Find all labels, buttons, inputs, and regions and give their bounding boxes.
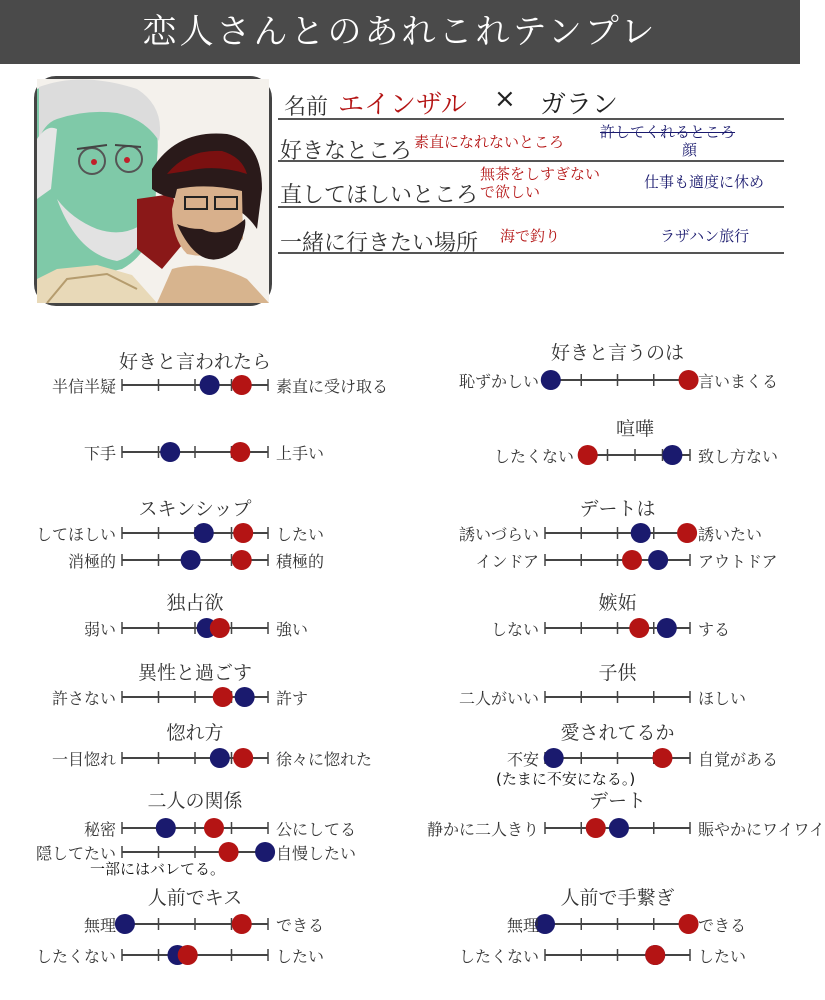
scale-right-label: したい [276,947,325,966]
scale-title: デートは [579,498,656,520]
place-navy-answer: ラザハン旅行 [660,227,750,245]
navy-marker [662,445,682,465]
scale-title: デート [588,790,647,812]
scale-left-label: 誘いづらい [458,525,539,544]
navy-marker [200,375,220,395]
scale-16 [545,691,690,703]
red-marker [679,914,699,934]
red-marker [232,550,252,570]
scale-20 [545,945,690,965]
scale-1 [122,442,268,462]
scale-title: 子供 [598,662,637,684]
navy-marker [544,748,564,768]
scale-10 [122,945,268,965]
scale-left-label: 消極的 [67,552,116,571]
scale-left-label: 不安 [506,750,539,769]
red-marker [629,618,649,638]
scale-left-label: 静かに二人きり [426,820,539,839]
fix-navy-answer: 仕事も適度に休め [644,173,765,191]
scale-right-label: できる [698,916,747,935]
scale-title: 好きと言われたら [118,351,272,373]
scale-14 [545,550,690,570]
scale-9 [115,914,268,934]
scale-right-label: 強い [276,620,309,639]
scale-right-label: 積極的 [276,552,325,571]
scale-title: 人前で手繋ぎ [560,887,675,909]
scale-right-label: 致し方ない [698,447,779,466]
red-marker [233,748,253,768]
red-marker [652,748,672,768]
scale-left-label: 無理 [83,916,116,935]
scale-title: 異性と過ごす [137,662,253,684]
note-relationship: 一部にはバレてる。 [90,860,226,878]
scale-title: 惚れ方 [166,722,224,744]
red-marker [210,618,230,638]
red-marker [622,550,642,570]
scale-18 [545,818,690,838]
scale-left-label: したくない [35,947,116,966]
navy-marker [115,914,135,934]
navy-marker [609,818,629,838]
scale-right-label: 賑やかにワイワイ [698,820,825,839]
scale-left-label: 半信半疑 [51,377,116,396]
navy-marker [235,687,255,707]
scale-6 [122,748,268,768]
scale-13 [545,523,697,543]
scale-right-label: 徐々に惚れた [276,750,373,769]
scale-right-label: したい [276,525,325,544]
scale-12 [578,445,690,465]
red-marker [178,945,198,965]
scale-left-label: 秘密 [83,820,116,839]
scale-right-label: 言いまくる [698,372,779,391]
scale-7 [122,818,268,838]
scale-left-label: しない [490,620,539,639]
fix-red-answer-line2: で欲しい [480,183,541,201]
red-marker [233,523,253,543]
fix-red-answer-line1: 無茶をしすぎない [480,165,601,183]
navy-marker [648,550,668,570]
scale-title: スキンシップ [138,498,252,520]
navy-marker [194,523,214,543]
likes-red-answer: 素直になれないところ [414,133,565,151]
scale-left-label: 下手 [83,444,116,463]
scale-title: 嫉妬 [598,592,637,614]
scale-left-label: 弱い [83,620,116,639]
scale-5 [122,687,268,707]
likes-label: 好きなところ [280,139,413,164]
scale-right-label: 許す [276,689,309,708]
scale-left-label: 二人がいい [458,689,539,708]
likes-navy-answer: 顔 [682,141,698,159]
red-marker [586,818,606,838]
navy-marker [631,523,651,543]
navy-marker [156,818,176,838]
scale-title: 二人の関係 [147,790,243,812]
navy-marker [255,842,275,862]
scale-right-label: したい [698,947,747,966]
place-label: 一緒に行きたい場所 [280,231,479,256]
scale-right-label: 誘いたい [698,525,763,544]
scale-right-label: 上手い [276,444,325,463]
scale-title: 好きと言うのは [550,342,685,364]
scale-right-label: アウトドア [698,552,778,571]
scale-left-label: してほしい [35,525,116,544]
name-separator: × [494,84,516,114]
red-marker [578,445,598,465]
scale-right-label: 自慢したい [276,844,357,863]
red-marker [677,523,697,543]
scale-left-label: インドア [475,552,539,571]
scale-4 [122,618,268,638]
scale-left-label: したくない [458,947,539,966]
red-marker [645,945,665,965]
red-marker [679,370,699,390]
scale-3 [122,550,268,570]
place-red-answer: 海で釣り [500,227,561,245]
name-label: 名前 [284,95,329,120]
navy-marker [657,618,677,638]
scale-right-label: 素直に受け取る [276,377,389,396]
scale-title: 喧嘩 [615,418,655,440]
navy-marker [210,748,230,768]
note-loved: (たまに不安になる。) [496,770,636,788]
fix-label: 直してほしいところ [280,183,479,208]
scale-17 [544,748,690,768]
name-b: ガラン [540,90,619,120]
scale-left-label: 許さない [51,689,116,708]
scale-2 [122,523,268,543]
scale-0 [122,375,268,395]
likes-navy-struck-answer: 許してくれるところ [600,123,736,141]
scale-right-label: ほしい [698,689,747,708]
scale-left-label: 一目惚れ [51,750,116,769]
page-title: 恋人さんとのあれこれテンプレ [142,12,658,52]
scale-right-label: できる [276,916,325,935]
scale-right-label: 自覚がある [698,750,779,769]
scale-15 [545,618,690,638]
red-marker [232,914,252,934]
scale-left-label: 隠してたい [35,844,116,863]
scale-right-label: する [698,620,731,639]
navy-marker [181,550,201,570]
scale-left-label: 恥ずかしい [458,372,539,391]
scale-title: 人前でキス [147,887,243,909]
navy-marker [160,442,180,462]
scale-title: 独占欲 [166,592,224,614]
scale-right-label: 公にしてる [276,820,357,839]
red-marker [213,687,233,707]
scale-left-label: したくない [493,447,574,466]
red-marker [232,375,252,395]
navy-marker [541,370,561,390]
red-marker [230,442,250,462]
scale-left-label: 無理 [506,916,539,935]
scale-19 [535,914,699,934]
scale-11 [541,370,699,390]
scale-title: 愛されてるか [560,722,675,744]
red-marker [204,818,224,838]
name-a: エインザル [338,90,467,120]
